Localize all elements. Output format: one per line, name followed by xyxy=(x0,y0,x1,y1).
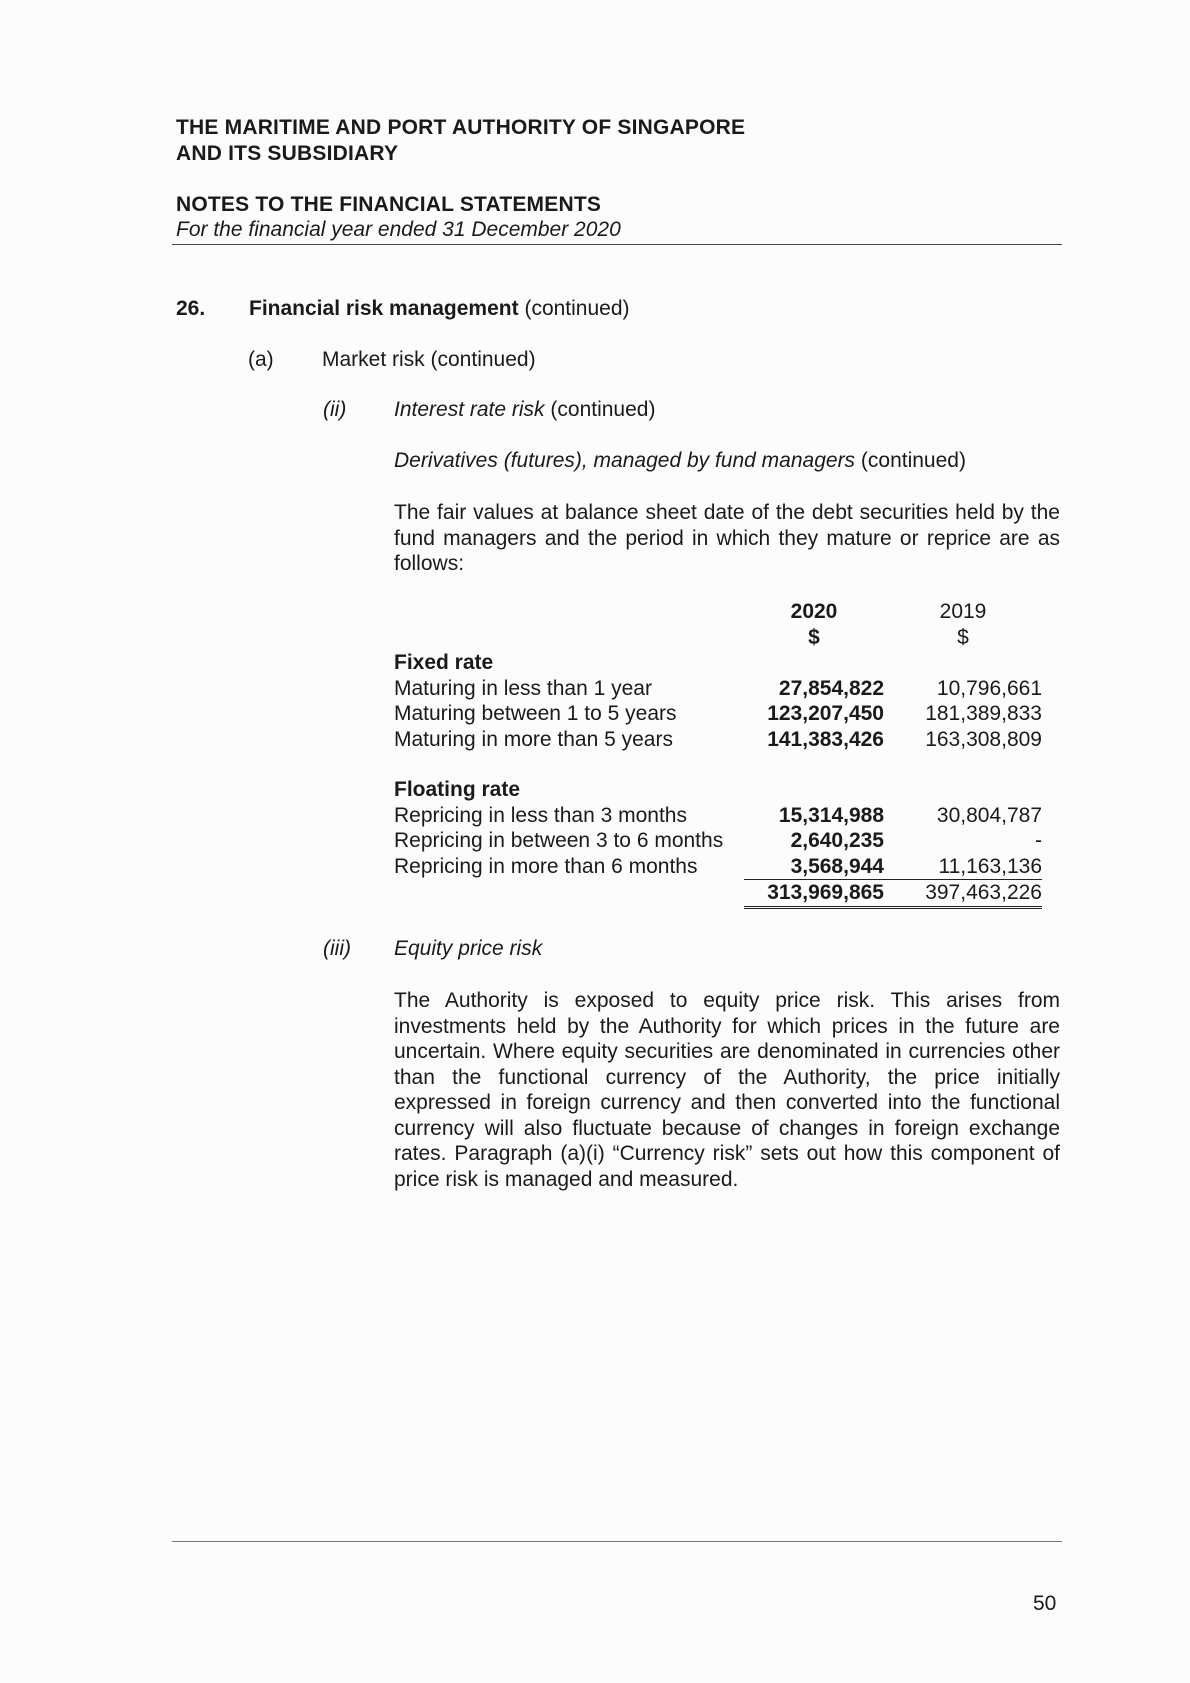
row-value-2020: 123,207,450 xyxy=(767,702,884,725)
sub-ii-suffix: (continued) xyxy=(550,398,656,421)
page-number: 50 xyxy=(1033,1592,1057,1615)
sub-ii-heading xyxy=(394,398,655,422)
row-label: Maturing between 1 to 5 years xyxy=(394,702,677,725)
sub-ii-label: (ii) xyxy=(323,398,347,421)
period-subtitle: For the financial year ended 31 December 2020 xyxy=(176,218,621,241)
row-value-2020: 27,854,822 xyxy=(778,676,884,700)
row-value-2019: 11,163,136 xyxy=(884,854,1042,880)
section-number: 26. xyxy=(176,297,206,320)
col-2020-currency: $ xyxy=(808,625,820,649)
derivatives-heading xyxy=(394,449,966,473)
total-2019: 397,463,226 xyxy=(884,880,1042,908)
sub-a-title: Market risk (continued) xyxy=(322,348,536,371)
table-row xyxy=(394,701,1042,727)
table-row xyxy=(394,803,1042,829)
derivatives-suffix: (continued) xyxy=(860,449,966,472)
table-row xyxy=(394,828,1042,854)
intro-paragraph: The fair values at balance sheet date of the debt securities held by the fund managers and the period in which they mature or reprice are as follows: xyxy=(394,501,1060,575)
header-rule xyxy=(172,244,1062,245)
floating-rate-heading-row xyxy=(394,777,1042,803)
fixed-rate-heading: Fixed rate xyxy=(394,651,494,674)
col-2019-header: 2019 xyxy=(939,600,987,623)
fair-value-table xyxy=(394,599,1042,909)
row-value-2020: 2,640,235 xyxy=(790,829,884,852)
sub-a-label: (a) xyxy=(248,348,274,371)
table-row xyxy=(394,676,1042,702)
table-header-years xyxy=(394,599,1042,625)
row-value-2020: 15,314,988 xyxy=(778,803,884,827)
col-2019-currency: $ xyxy=(957,625,969,649)
sub-ii-title: Interest rate risk xyxy=(394,398,545,421)
org-name-line1: THE MARITIME AND PORT AUTHORITY OF SINGAPORE xyxy=(176,116,746,139)
row-label: Repricing in between 3 to 6 months xyxy=(394,829,724,852)
row-value-2019: 181,389,833 xyxy=(925,702,1042,725)
doc-title: NOTES TO THE FINANCIAL STATEMENTS xyxy=(176,193,602,216)
row-value-2019: 10,796,661 xyxy=(936,676,1042,700)
floating-rate-heading: Floating rate xyxy=(394,778,521,801)
table-header-currency xyxy=(394,625,1042,651)
row-label: Repricing in more than 6 months xyxy=(394,854,698,878)
fixed-rate-heading-row xyxy=(394,650,1042,676)
derivatives-title: Derivatives (futures), managed by fund managers xyxy=(394,449,856,472)
sub-iii-label: (iii) xyxy=(323,937,351,960)
section-heading xyxy=(249,297,630,321)
row-value-2019: 163,308,809 xyxy=(925,727,1042,751)
col-2020-header: 2020 xyxy=(790,600,838,623)
table-total-row xyxy=(394,880,1042,908)
footer-rule xyxy=(172,1541,1062,1542)
total-2020: 313,969,865 xyxy=(744,880,884,908)
row-value-2019: 30,804,787 xyxy=(936,803,1042,827)
section-title-suffix: (continued) xyxy=(524,297,630,320)
equity-paragraph: The Authority is exposed to equity price risk. This arises from investments held by the Authority for which prices in the future are uncertain. Where equity securities are denominated in currencies other than the functional currency of the Authority, the price initially expressed in foreign currency and then converted into the functional currency will also fluctuate because of changes in foreign exchange rates. Paragraph (a)(i) “Currency risk” sets out how this component of price risk is managed and measured. xyxy=(394,989,1060,1191)
row-value-2020: 3,568,944 xyxy=(744,854,884,880)
equity-title: Equity price risk xyxy=(394,937,543,960)
row-label: Maturing in more than 5 years xyxy=(394,727,673,751)
org-name-line2: AND ITS SUBSIDIARY xyxy=(176,142,399,165)
table-row xyxy=(394,854,1042,880)
table-row xyxy=(394,727,1042,753)
table-spacer xyxy=(394,752,1042,777)
row-label: Maturing in less than 1 year xyxy=(394,676,652,700)
section-title: Financial risk management xyxy=(249,297,519,320)
row-value-2020: 141,383,426 xyxy=(767,727,884,751)
row-value-2019: - xyxy=(1035,829,1042,852)
row-label: Repricing in less than 3 months xyxy=(394,803,687,827)
